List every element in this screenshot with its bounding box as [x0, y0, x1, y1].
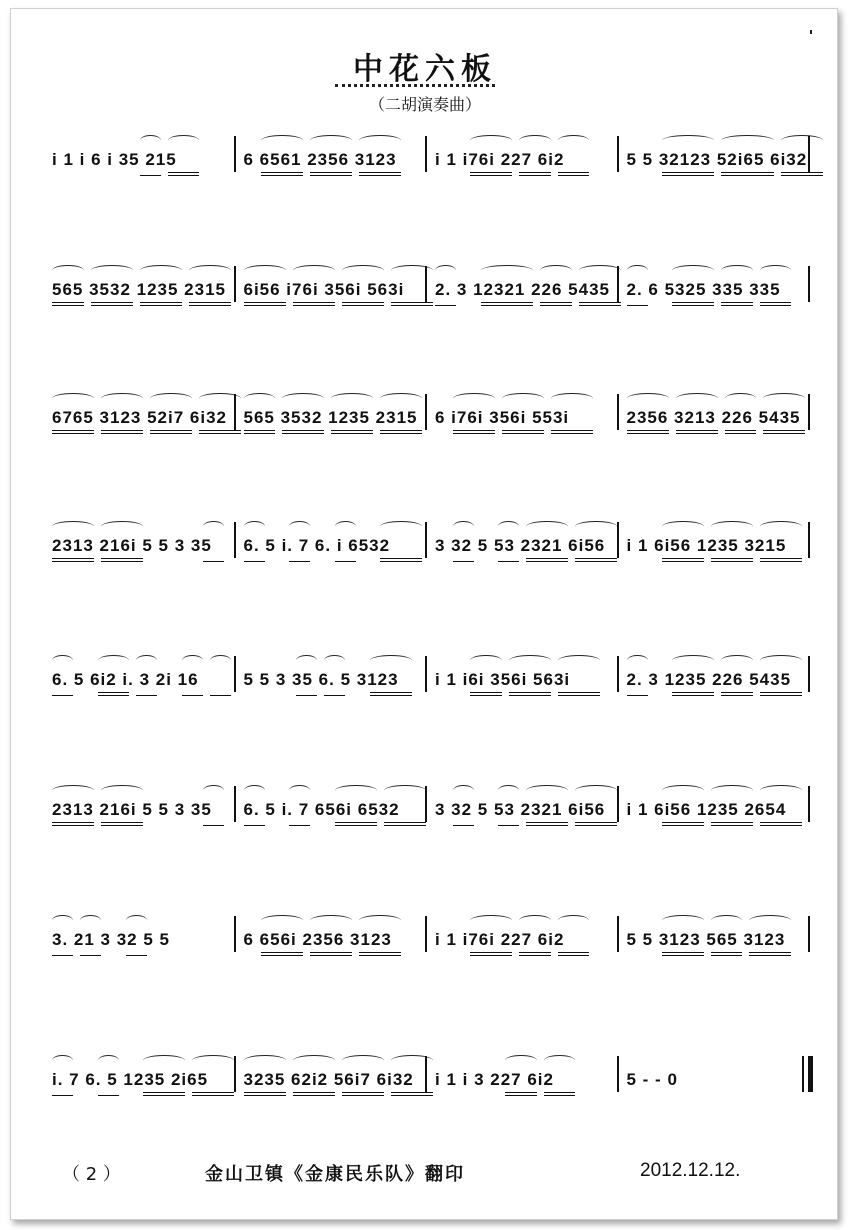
slur-mark: [324, 655, 345, 666]
measure: 3 32 5 53 2321 6i56: [435, 800, 606, 819]
beam-underline: [199, 430, 241, 434]
slur-mark: [526, 785, 568, 796]
barline: [617, 786, 619, 822]
slur-mark: [101, 393, 143, 404]
beam-underline: [526, 558, 568, 562]
beam-underline: [721, 302, 753, 306]
beam-underline: [335, 561, 356, 562]
beam-underline: [763, 430, 805, 434]
beam-underline: [627, 305, 648, 306]
beam-underline: [481, 302, 534, 306]
beam-underline: [52, 955, 73, 956]
barline: [808, 522, 810, 558]
beam-underline: [575, 558, 617, 562]
measure: 6. 5 i. 7 656i 6532: [243, 800, 400, 819]
slur-mark: [579, 265, 621, 276]
measure: i 1 6i56 1235 2654: [626, 800, 787, 819]
slur-mark: [293, 265, 335, 276]
beam-underline: [519, 952, 551, 956]
beam-underline: [52, 430, 94, 434]
beam-underline: [359, 172, 401, 176]
beam-underline: [558, 172, 590, 176]
staff-line: [0, 760, 850, 830]
beam-underline: [721, 172, 774, 176]
beam-underline: [384, 822, 426, 826]
slur-mark: [52, 265, 84, 276]
beam-underline: [435, 305, 456, 306]
slur-mark: [310, 915, 352, 926]
barline: [234, 136, 236, 172]
slur-mark: [52, 393, 94, 404]
barline: [234, 394, 236, 430]
slur-mark: [203, 785, 224, 796]
slur-mark: [168, 135, 200, 146]
slur-mark: [335, 785, 377, 796]
staff-line: [0, 110, 850, 180]
beam-underline: [143, 1092, 185, 1096]
slur-mark: [711, 915, 743, 926]
beam-underline: [760, 302, 792, 306]
slur-mark: [627, 655, 648, 666]
slur-mark: [575, 521, 617, 532]
barline: [617, 1056, 619, 1092]
slur-mark: [505, 1055, 537, 1066]
slur-mark: [182, 655, 203, 666]
beam-underline: [575, 822, 617, 826]
slur-mark: [261, 915, 303, 926]
barline: [234, 266, 236, 302]
slur-mark: [749, 915, 791, 926]
beam-underline: [359, 952, 401, 956]
beam-underline: [244, 302, 286, 306]
slur-mark: [136, 655, 157, 666]
beam-underline: [210, 695, 231, 696]
staff-line: [0, 890, 850, 960]
slur-mark: [721, 265, 753, 276]
beam-underline: [98, 1095, 119, 1096]
slur-mark: [244, 521, 265, 532]
slur-mark: [662, 135, 715, 146]
barline: [617, 522, 619, 558]
beam-underline: [101, 430, 143, 434]
beam-underline: [453, 561, 474, 562]
slur-mark: [544, 1055, 576, 1066]
staff-line: [0, 240, 850, 310]
slur-mark: [627, 265, 648, 276]
beam-underline: [310, 952, 352, 956]
barline: [617, 656, 619, 692]
barline: [234, 916, 236, 952]
measure: 565 3532 1235 2315: [243, 408, 418, 427]
beam-underline: [244, 1092, 286, 1096]
measure: 2. 3 1235 226 5435: [626, 670, 792, 689]
beam-underline: [453, 430, 495, 434]
slur-mark: [293, 1055, 335, 1066]
slur-mark: [140, 265, 182, 276]
slur-mark: [435, 265, 456, 276]
barline: [617, 916, 619, 952]
slur-mark: [558, 655, 600, 666]
beam-underline: [80, 955, 101, 956]
beam-underline: [627, 695, 648, 696]
slur-mark: [370, 655, 412, 666]
beam-underline: [391, 302, 433, 306]
beam-underline: [331, 430, 373, 434]
slur-mark: [540, 265, 572, 276]
slur-mark: [721, 655, 753, 666]
beam-underline: [261, 172, 303, 176]
slur-mark: [189, 265, 231, 276]
beam-underline: [293, 1092, 335, 1096]
slur-mark: [296, 655, 317, 666]
slur-mark: [210, 655, 231, 666]
slur-mark: [498, 521, 519, 532]
page-title: 中花六板: [353, 52, 497, 87]
slur-mark: [760, 655, 802, 666]
beam-underline: [342, 302, 384, 306]
beam-underline: [182, 695, 203, 696]
beam-underline: [551, 430, 593, 434]
beam-underline: [289, 825, 310, 826]
beam-underline: [52, 695, 73, 696]
beam-underline: [189, 302, 231, 306]
barline: [425, 266, 427, 302]
print-date: 2012.12.12.: [640, 1160, 741, 1181]
slur-mark: [52, 915, 73, 926]
beam-underline: [672, 302, 714, 306]
measure: 6 i76i 356i 553i: [435, 408, 570, 427]
beam-underline: [126, 955, 147, 956]
beam-underline: [342, 1092, 384, 1096]
slur-mark: [101, 785, 143, 796]
beam-underline: [136, 695, 157, 696]
slur-mark: [498, 785, 519, 796]
measure: i 1 i76i 227 6i2: [435, 150, 565, 169]
slur-mark: [519, 915, 551, 926]
measure: i. 7 6. 5 1235 2i65: [52, 1070, 209, 1089]
measure: 5 5 3 35 6. 5 3123: [243, 670, 399, 689]
beam-underline: [721, 692, 753, 696]
slur-mark: [760, 265, 792, 276]
slur-mark: [760, 521, 802, 532]
beam-underline: [140, 175, 161, 176]
barline: [425, 1056, 427, 1092]
beam-underline: [672, 692, 714, 696]
slur-mark: [672, 655, 714, 666]
slur-mark: [575, 785, 617, 796]
beam-underline: [662, 558, 704, 562]
slur-mark: [558, 135, 590, 146]
publisher-credit: 金山卫镇《金康民乐队》翻印: [205, 1164, 465, 1185]
slur-mark: [711, 785, 753, 796]
beam-underline: [244, 561, 265, 562]
staff-line: [0, 1030, 850, 1100]
barline: [234, 656, 236, 692]
beam-underline: [540, 302, 572, 306]
slur-mark: [342, 1055, 384, 1066]
beam-underline: [519, 172, 551, 176]
slur-mark: [453, 521, 474, 532]
barline: [808, 136, 810, 172]
measure: i 1 i76i 227 6i2: [435, 930, 565, 949]
beam-underline: [244, 430, 276, 434]
barline: [234, 1056, 236, 1092]
staff-line: [0, 630, 850, 700]
beam-underline: [453, 825, 474, 826]
beam-underline: [91, 302, 133, 306]
measure: 2356 3213 226 5435: [626, 408, 801, 427]
beam-underline: [526, 822, 568, 826]
slur-mark: [150, 393, 192, 404]
measure: 5 5 3123 565 3123: [626, 930, 786, 949]
beam-underline: [310, 172, 352, 176]
beam-underline: [470, 952, 512, 956]
slur-mark: [359, 915, 401, 926]
slur-mark: [98, 1055, 119, 1066]
slur-mark: [470, 135, 512, 146]
slur-mark: [781, 135, 823, 146]
measure: 3. 21 3 32 5 5: [52, 930, 170, 949]
slur-mark: [335, 521, 356, 532]
measure: i 1 i6i 356i 563i: [435, 670, 571, 689]
beam-underline: [168, 172, 200, 176]
slur-mark: [384, 785, 426, 796]
beam-underline: [150, 430, 192, 434]
measure: 6i56 i76i 356i 563i: [243, 280, 405, 299]
slur-mark: [192, 1055, 234, 1066]
slur-mark: [551, 393, 593, 404]
beam-underline: [370, 692, 412, 696]
slur-mark: [203, 521, 224, 532]
beam-underline: [509, 692, 551, 696]
barline: [425, 136, 427, 172]
slur-mark: [91, 265, 133, 276]
slur-mark: [289, 785, 310, 796]
slur-mark: [481, 265, 534, 276]
measure: 5 5 32123 52i65 6i32: [626, 150, 808, 169]
measure: 6. 5 i. 7 6. i 6532: [243, 536, 391, 555]
barline: [425, 916, 427, 952]
barline: [808, 656, 810, 692]
beam-underline: [544, 1092, 576, 1096]
beam-underline: [579, 302, 621, 306]
page-number: （ 2 ）: [62, 1164, 121, 1185]
beam-underline: [498, 561, 519, 562]
staff-line: [0, 368, 850, 438]
beam-underline: [293, 302, 335, 306]
slur-mark: [470, 655, 502, 666]
measure: 2313 216i 5 5 3 35: [52, 536, 212, 555]
beam-underline: [711, 952, 743, 956]
beam-underline: [289, 561, 310, 562]
measure: 6 6561 2356 3123: [243, 150, 397, 169]
slur-mark: [502, 393, 544, 404]
barline: [234, 522, 236, 558]
barline: [617, 266, 619, 302]
beam-underline: [140, 302, 182, 306]
beam-underline: [282, 430, 324, 434]
beam-underline: [505, 1092, 537, 1096]
measure: i 1 6i56 1235 3215: [626, 536, 787, 555]
beam-underline: [101, 558, 143, 562]
slur-mark: [453, 785, 474, 796]
slur-mark: [526, 521, 568, 532]
barline: [808, 394, 810, 430]
title-emphasis-dots: [335, 84, 495, 87]
slur-mark: [672, 265, 714, 276]
page-mark: [810, 30, 812, 34]
beam-underline: [380, 430, 422, 434]
beam-underline: [203, 825, 224, 826]
barline: [425, 394, 427, 430]
slur-mark: [558, 915, 590, 926]
slur-mark: [282, 393, 324, 404]
slur-mark: [519, 135, 551, 146]
measure: 565 3532 1235 2315: [52, 280, 226, 299]
beam-underline: [335, 822, 377, 826]
beam-underline: [324, 695, 345, 696]
measure: 5 - - 0: [626, 1070, 678, 1089]
slur-mark: [244, 1055, 286, 1066]
beam-underline: [711, 558, 753, 562]
measure: i 1 i 3 227 6i2: [435, 1070, 554, 1089]
slur-mark: [52, 1055, 73, 1066]
slur-mark: [760, 785, 802, 796]
beam-underline: [760, 822, 802, 826]
slur-mark: [627, 393, 669, 404]
slur-mark: [98, 655, 130, 666]
slur-mark: [662, 785, 704, 796]
slur-mark: [662, 521, 704, 532]
beam-underline: [192, 1092, 234, 1096]
beam-underline: [676, 430, 718, 434]
beam-underline: [470, 692, 502, 696]
barline: [425, 786, 427, 822]
beam-underline: [662, 172, 715, 176]
slur-mark: [310, 135, 352, 146]
beam-underline: [558, 952, 590, 956]
beam-underline: [261, 952, 303, 956]
slur-mark: [244, 785, 265, 796]
slur-mark: [676, 393, 718, 404]
beam-underline: [760, 558, 802, 562]
slur-mark: [126, 915, 147, 926]
measure: 6 656i 2356 3123: [243, 930, 392, 949]
beam-underline: [760, 692, 802, 696]
slur-mark: [662, 915, 704, 926]
slur-mark: [80, 915, 101, 926]
beam-underline: [296, 695, 317, 696]
slur-mark: [453, 393, 495, 404]
beam-underline: [725, 430, 757, 434]
barline: [617, 136, 619, 172]
measure: 6765 3123 52i7 6i32: [52, 408, 227, 427]
slur-mark: [261, 135, 303, 146]
slur-mark: [711, 521, 753, 532]
measure: 2. 3 12321 226 5435: [435, 280, 610, 299]
slur-mark: [331, 393, 373, 404]
beam-underline: [52, 302, 84, 306]
slur-mark: [763, 393, 805, 404]
barline: [234, 786, 236, 822]
slur-mark: [52, 655, 73, 666]
slur-mark: [721, 135, 774, 146]
slur-mark: [380, 393, 422, 404]
beam-underline: [52, 558, 94, 562]
measure: i 1 i 6 i 35 215: [52, 150, 177, 169]
slur-mark: [52, 785, 94, 796]
barline: [425, 656, 427, 692]
beam-underline: [662, 952, 704, 956]
beam-underline: [391, 1092, 433, 1096]
barline: [802, 1056, 804, 1092]
beam-underline: [498, 825, 519, 826]
beam-underline: [203, 561, 224, 562]
barline: [808, 786, 810, 822]
barline: [617, 394, 619, 430]
beam-underline: [502, 430, 544, 434]
slur-mark: [470, 915, 512, 926]
measure: 2. 6 5325 335 335: [626, 280, 781, 299]
barline: [808, 266, 810, 302]
slur-mark: [143, 1055, 185, 1066]
beam-underline: [244, 825, 265, 826]
beam-underline: [781, 172, 823, 176]
slur-mark: [380, 521, 422, 532]
slur-mark: [725, 393, 757, 404]
slur-mark: [509, 655, 551, 666]
measure: 3 32 5 53 2321 6i56: [435, 536, 606, 555]
beam-underline: [98, 692, 130, 696]
beam-underline: [749, 952, 791, 956]
barline: [808, 916, 810, 952]
slur-mark: [342, 265, 384, 276]
final-barline: [808, 1056, 813, 1092]
measure: 3235 62i2 56i7 6i32: [243, 1070, 414, 1089]
measure: 2313 216i 5 5 3 35: [52, 800, 212, 819]
beam-underline: [558, 692, 600, 696]
slur-mark: [289, 521, 310, 532]
beam-underline: [380, 558, 422, 562]
slur-mark: [101, 521, 143, 532]
slur-mark: [140, 135, 161, 146]
measure: 6. 5 6i2 i. 3 2i 16: [52, 670, 199, 689]
slur-mark: [52, 521, 94, 532]
beam-underline: [52, 822, 94, 826]
beam-underline: [470, 172, 512, 176]
beam-underline: [101, 822, 143, 826]
beam-underline: [662, 822, 704, 826]
barline: [425, 522, 427, 558]
slur-mark: [244, 265, 286, 276]
slur-mark: [244, 393, 276, 404]
slur-mark: [359, 135, 401, 146]
staff-line: [0, 496, 850, 566]
beam-underline: [627, 430, 669, 434]
page-subtitle: （二胡演奏曲）: [368, 95, 481, 114]
beam-underline: [52, 1095, 73, 1096]
beam-underline: [711, 822, 753, 826]
